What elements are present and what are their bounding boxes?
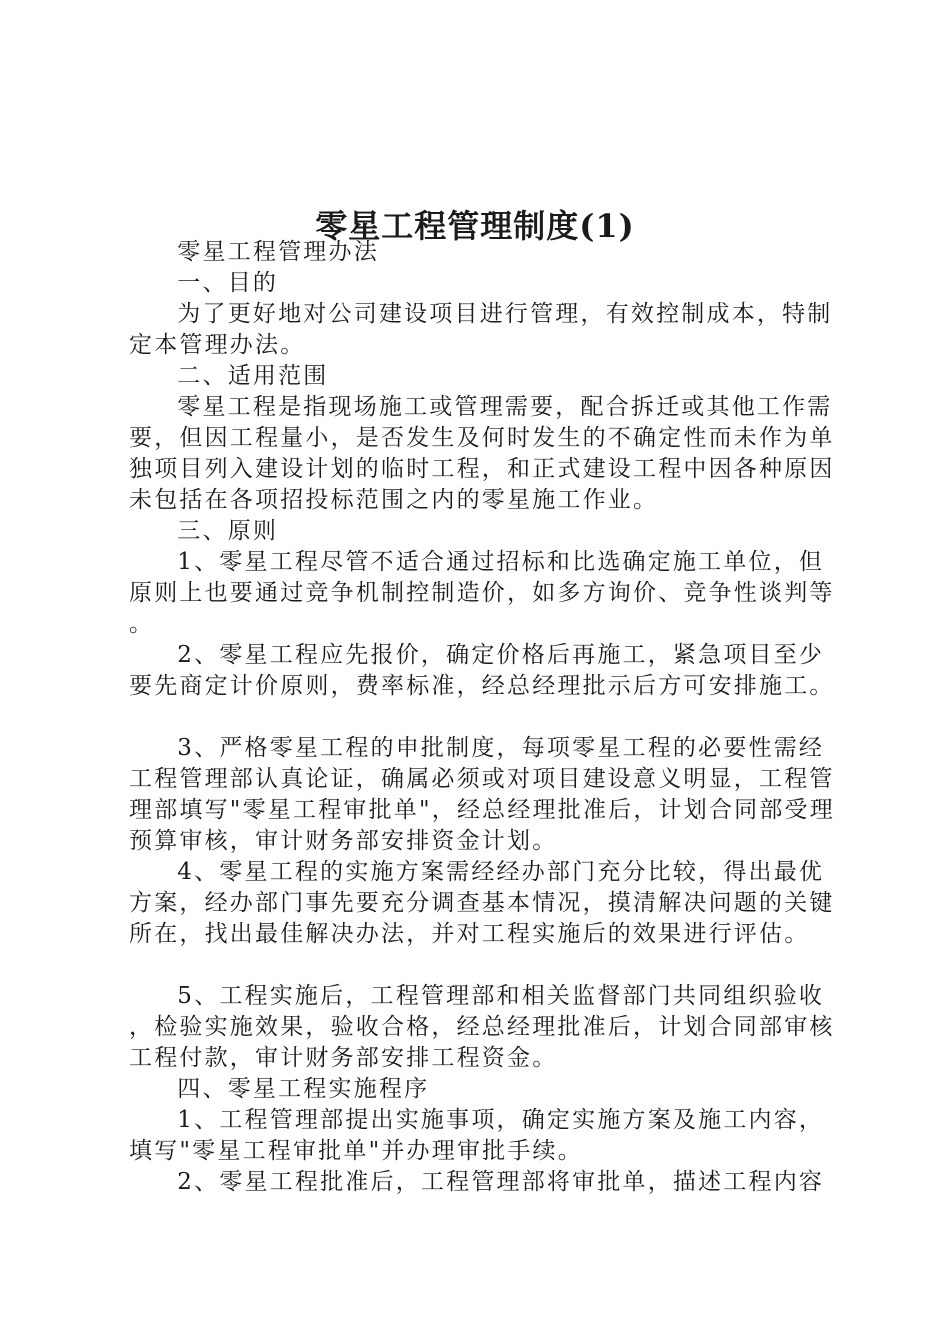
section-heading-principles: 三、原则: [177, 518, 279, 544]
paragraph-purpose: 为了更好地对公司建设项目进行管理，有效控制成本，特制定本管理办法。: [129, 301, 833, 358]
paragraph-procedure-2: 2、零星工程批准后，工程管理部将审批单，描述工程内容: [177, 1169, 825, 1195]
document-body: [129, 237, 841, 1198]
section-heading-scope: 二、适用范围: [177, 363, 329, 389]
section-heading-procedure: 四、零星工程实施程序: [177, 1076, 430, 1102]
paragraph-principle-2: 2、零星工程应先报价，确定价格后再施工，紧急项目至少要先商定计价原则，费率标准，经总经理批示后方可安排施工。: [129, 642, 835, 699]
paragraph-principle-3: 3、严格零星工程的申批制度，每项零星工程的必要性需经工程管理部认真论证，确属必须或对项目建设意义明显，工程管理部填写"零星工程审批单"，经总经理批准后，计划合同部受理预算审核，审计财务部安排资金计划。: [129, 735, 835, 854]
paragraph-principle-5: 5、工程实施后，工程管理部和相关监督部门共同组织验收，检验实施效果，验收合格，经总经理批准后，计划合同部审核工程付款，审计财务部安排工程资金。: [129, 983, 835, 1071]
paragraph-principle-1: 1、零星工程尽管不适合通过招标和比选确定施工单位，但原则上也要通过竞争机制控制造价，如多方询价、竞争性谈判等。: [129, 549, 835, 637]
paragraph-procedure-1: 1、工程管理部提出实施事项，确定实施方案及施工内容，填写"零星工程审批单"并办理审批手续。: [129, 1107, 825, 1164]
section-heading-purpose: 一、目的: [177, 270, 279, 296]
paragraph-principle-4: 4、零星工程的实施方案需经经办部门充分比较，得出最优方案，经办部门事先要充分调查基本情况，摸清解决问题的关键所在，找出最佳解决办法，并对工程实施后的效果进行评估。: [129, 859, 835, 947]
paragraph-heading-method: 零星工程管理办法: [177, 239, 379, 265]
paragraph-scope: 零星工程是指现场施工或管理需要，配合拆迁或其他工作需要，但因工程量小，是否发生及何时发生的不确定性而未作为单独项目列入建设计划的临时工程，和正式建设工程中因各种原因未包括在各项招投标范围之内的零星施工作业。: [129, 394, 835, 513]
document-title: 零星工程管理制度(1): [315, 207, 635, 246]
